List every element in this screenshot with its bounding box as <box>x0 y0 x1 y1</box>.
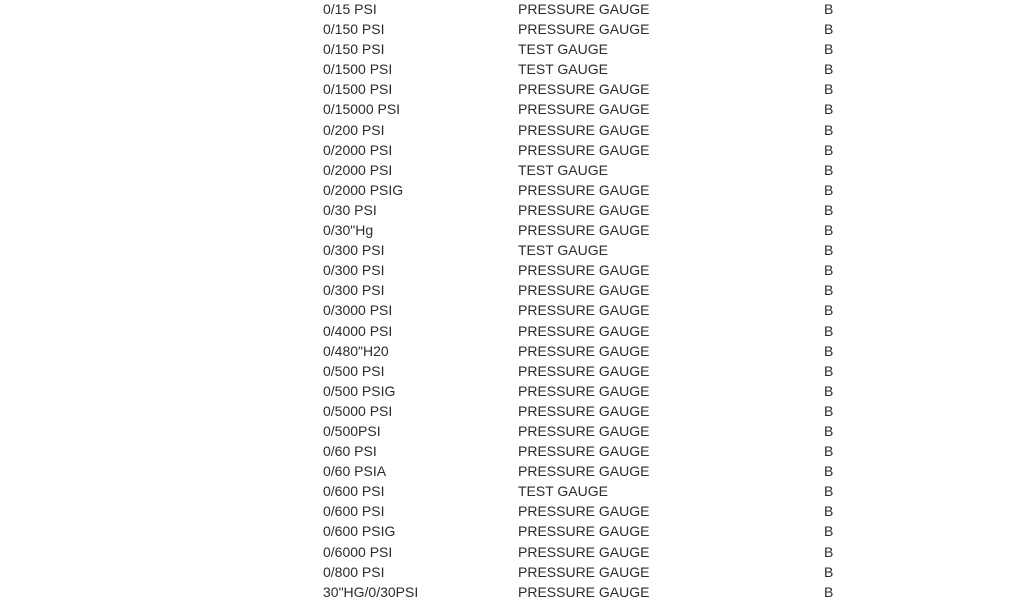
gauge-code-cell: B <box>824 422 834 439</box>
gauge-range-cell: 0/1500 PSI <box>323 61 393 78</box>
gauge-range-cell: 0/500PSI <box>323 422 381 439</box>
gauge-type-cell: PRESSURE GAUGE <box>518 302 650 319</box>
gauge-code-cell: B <box>824 21 834 38</box>
gauge-type-cell: PRESSURE GAUGE <box>518 362 650 379</box>
gauge-code-cell: B <box>824 101 834 118</box>
table-row <box>323 341 883 361</box>
gauge-type-cell: PRESSURE GAUGE <box>518 583 650 600</box>
gauge-code-cell: B <box>824 161 834 178</box>
gauge-range-cell: 0/60 PSIA <box>323 463 387 480</box>
gauge-code-cell: B <box>824 61 834 78</box>
gauge-type-cell: PRESSURE GAUGE <box>518 463 650 480</box>
table-row <box>323 140 883 160</box>
gauge-type-cell: TEST GAUGE <box>518 483 608 500</box>
gauge-type-cell: PRESSURE GAUGE <box>518 342 650 359</box>
gauge-code-cell: B <box>824 563 834 580</box>
gauge-code-cell: B <box>824 141 834 158</box>
gauge-type-cell: TEST GAUGE <box>518 161 608 178</box>
gauge-code-cell: B <box>824 322 834 339</box>
gauge-code-cell: B <box>824 201 834 218</box>
gauge-range-cell: 0/30"Hg <box>323 222 374 239</box>
table-row <box>323 0 883 19</box>
table-row <box>323 481 883 501</box>
table-row <box>323 160 883 180</box>
gauge-code-cell: B <box>824 583 834 600</box>
gauge-range-cell: 0/2000 PSI <box>323 141 393 158</box>
gauge-type-cell: PRESSURE GAUGE <box>518 262 650 279</box>
table-row <box>323 582 883 600</box>
table-row <box>323 19 883 39</box>
gauge-type-cell: PRESSURE GAUGE <box>518 443 650 460</box>
gauge-code-cell: B <box>824 81 834 98</box>
gauge-range-cell: 0/480"H20 <box>323 342 389 359</box>
gauge-range-cell: 0/60 PSI <box>323 443 377 460</box>
gauge-range-cell: 0/300 PSI <box>323 262 385 279</box>
table-row <box>323 401 883 421</box>
gauge-range-cell: 0/500 PSI <box>323 362 385 379</box>
gauge-range-cell: 0/300 PSI <box>323 242 385 259</box>
gauge-range-cell: 0/15000 PSI <box>323 101 401 118</box>
gauge-code-cell: B <box>824 121 834 138</box>
gauge-range-cell: 0/150 PSI <box>323 21 385 38</box>
gauge-range-cell: 0/600 PSIG <box>323 523 396 540</box>
gauge-type-cell: PRESSURE GAUGE <box>518 141 650 158</box>
gauge-type-cell: PRESSURE GAUGE <box>518 543 650 560</box>
gauge-code-cell: B <box>824 222 834 239</box>
gauge-range-cell: 0/200 PSI <box>323 121 385 138</box>
gauge-code-cell: B <box>824 463 834 480</box>
table-row <box>323 220 883 240</box>
table-row <box>323 260 883 280</box>
table-row <box>323 180 883 200</box>
gauge-code-cell: B <box>824 1 834 17</box>
gauge-range-cell: 0/300 PSI <box>323 282 385 299</box>
gauge-code-cell: B <box>824 262 834 279</box>
table-row <box>323 421 883 441</box>
table-row <box>323 200 883 220</box>
gauge-range-cell: 0/15 PSI <box>323 1 377 17</box>
gauge-code-cell: B <box>824 362 834 379</box>
gauge-code-cell: B <box>824 181 834 198</box>
gauge-type-cell: TEST GAUGE <box>518 61 608 78</box>
gauge-range-cell: 0/500 PSIG <box>323 382 396 399</box>
gauge-type-cell: PRESSURE GAUGE <box>518 81 650 98</box>
table-row <box>323 381 883 401</box>
gauge-range-cell: 0/600 PSI <box>323 483 385 500</box>
gauge-range-cell: 0/1500 PSI <box>323 81 393 98</box>
gauge-range-cell: 0/800 PSI <box>323 563 385 580</box>
gauge-code-cell: B <box>824 282 834 299</box>
gauge-code-cell: B <box>824 523 834 540</box>
gauge-range-cell: 0/2000 PSI <box>323 161 393 178</box>
gauge-range-cell: 0/600 PSI <box>323 503 385 520</box>
gauge-code-cell: B <box>824 242 834 259</box>
gauge-range-cell: 0/150 PSI <box>323 41 385 58</box>
gauge-code-cell: B <box>824 302 834 319</box>
gauge-range-cell: 30"HG/0/30PSI <box>323 583 419 600</box>
gauge-type-cell: PRESSURE GAUGE <box>518 523 650 540</box>
gauge-range-cell: 0/30 PSI <box>323 201 377 218</box>
gauge-type-cell: PRESSURE GAUGE <box>518 121 650 138</box>
table-row <box>323 99 883 119</box>
gauge-code-cell: B <box>824 342 834 359</box>
table-row <box>323 240 883 260</box>
gauge-type-cell: PRESSURE GAUGE <box>518 503 650 520</box>
gauge-range-cell: 0/2000 PSIG <box>323 181 404 198</box>
gauge-range-cell: 0/3000 PSI <box>323 302 393 319</box>
table-row <box>323 441 883 461</box>
gauge-type-cell: PRESSURE GAUGE <box>518 402 650 419</box>
gauge-type-cell: PRESSURE GAUGE <box>518 101 650 118</box>
gauge-type-cell: PRESSURE GAUGE <box>518 382 650 399</box>
gauge-range-cell: 0/5000 PSI <box>323 402 393 419</box>
gauge-type-cell: PRESSURE GAUGE <box>518 21 650 38</box>
gauge-type-cell: TEST GAUGE <box>518 242 608 259</box>
gauge-range-cell: 0/6000 PSI <box>323 543 393 560</box>
table-row <box>323 300 883 320</box>
gauge-type-cell: PRESSURE GAUGE <box>518 1 650 17</box>
table-row <box>323 521 883 541</box>
gauge-list <box>323 0 883 600</box>
table-row <box>323 280 883 300</box>
gauge-type-cell: PRESSURE GAUGE <box>518 563 650 580</box>
gauge-code-cell: B <box>824 382 834 399</box>
table-row <box>323 542 883 562</box>
gauge-type-cell: PRESSURE GAUGE <box>518 222 650 239</box>
table-row <box>323 39 883 59</box>
table-row <box>323 120 883 140</box>
gauge-type-cell: PRESSURE GAUGE <box>518 282 650 299</box>
table-row <box>323 361 883 381</box>
table-row <box>323 461 883 481</box>
gauge-type-cell: PRESSURE GAUGE <box>518 181 650 198</box>
gauge-code-cell: B <box>824 41 834 58</box>
gauge-code-cell: B <box>824 543 834 560</box>
gauge-type-cell: TEST GAUGE <box>518 41 608 58</box>
table-row <box>323 59 883 79</box>
gauge-code-cell: B <box>824 402 834 419</box>
gauge-type-cell: PRESSURE GAUGE <box>518 322 650 339</box>
gauge-code-cell: B <box>824 503 834 520</box>
gauge-code-cell: B <box>824 483 834 500</box>
table-row <box>323 562 883 582</box>
table-row <box>323 501 883 521</box>
gauge-type-cell: PRESSURE GAUGE <box>518 201 650 218</box>
gauge-type-cell: PRESSURE GAUGE <box>518 422 650 439</box>
gauge-range-cell: 0/4000 PSI <box>323 322 393 339</box>
table-row <box>323 321 883 341</box>
gauge-code-cell: B <box>824 443 834 460</box>
table-row <box>323 79 883 99</box>
